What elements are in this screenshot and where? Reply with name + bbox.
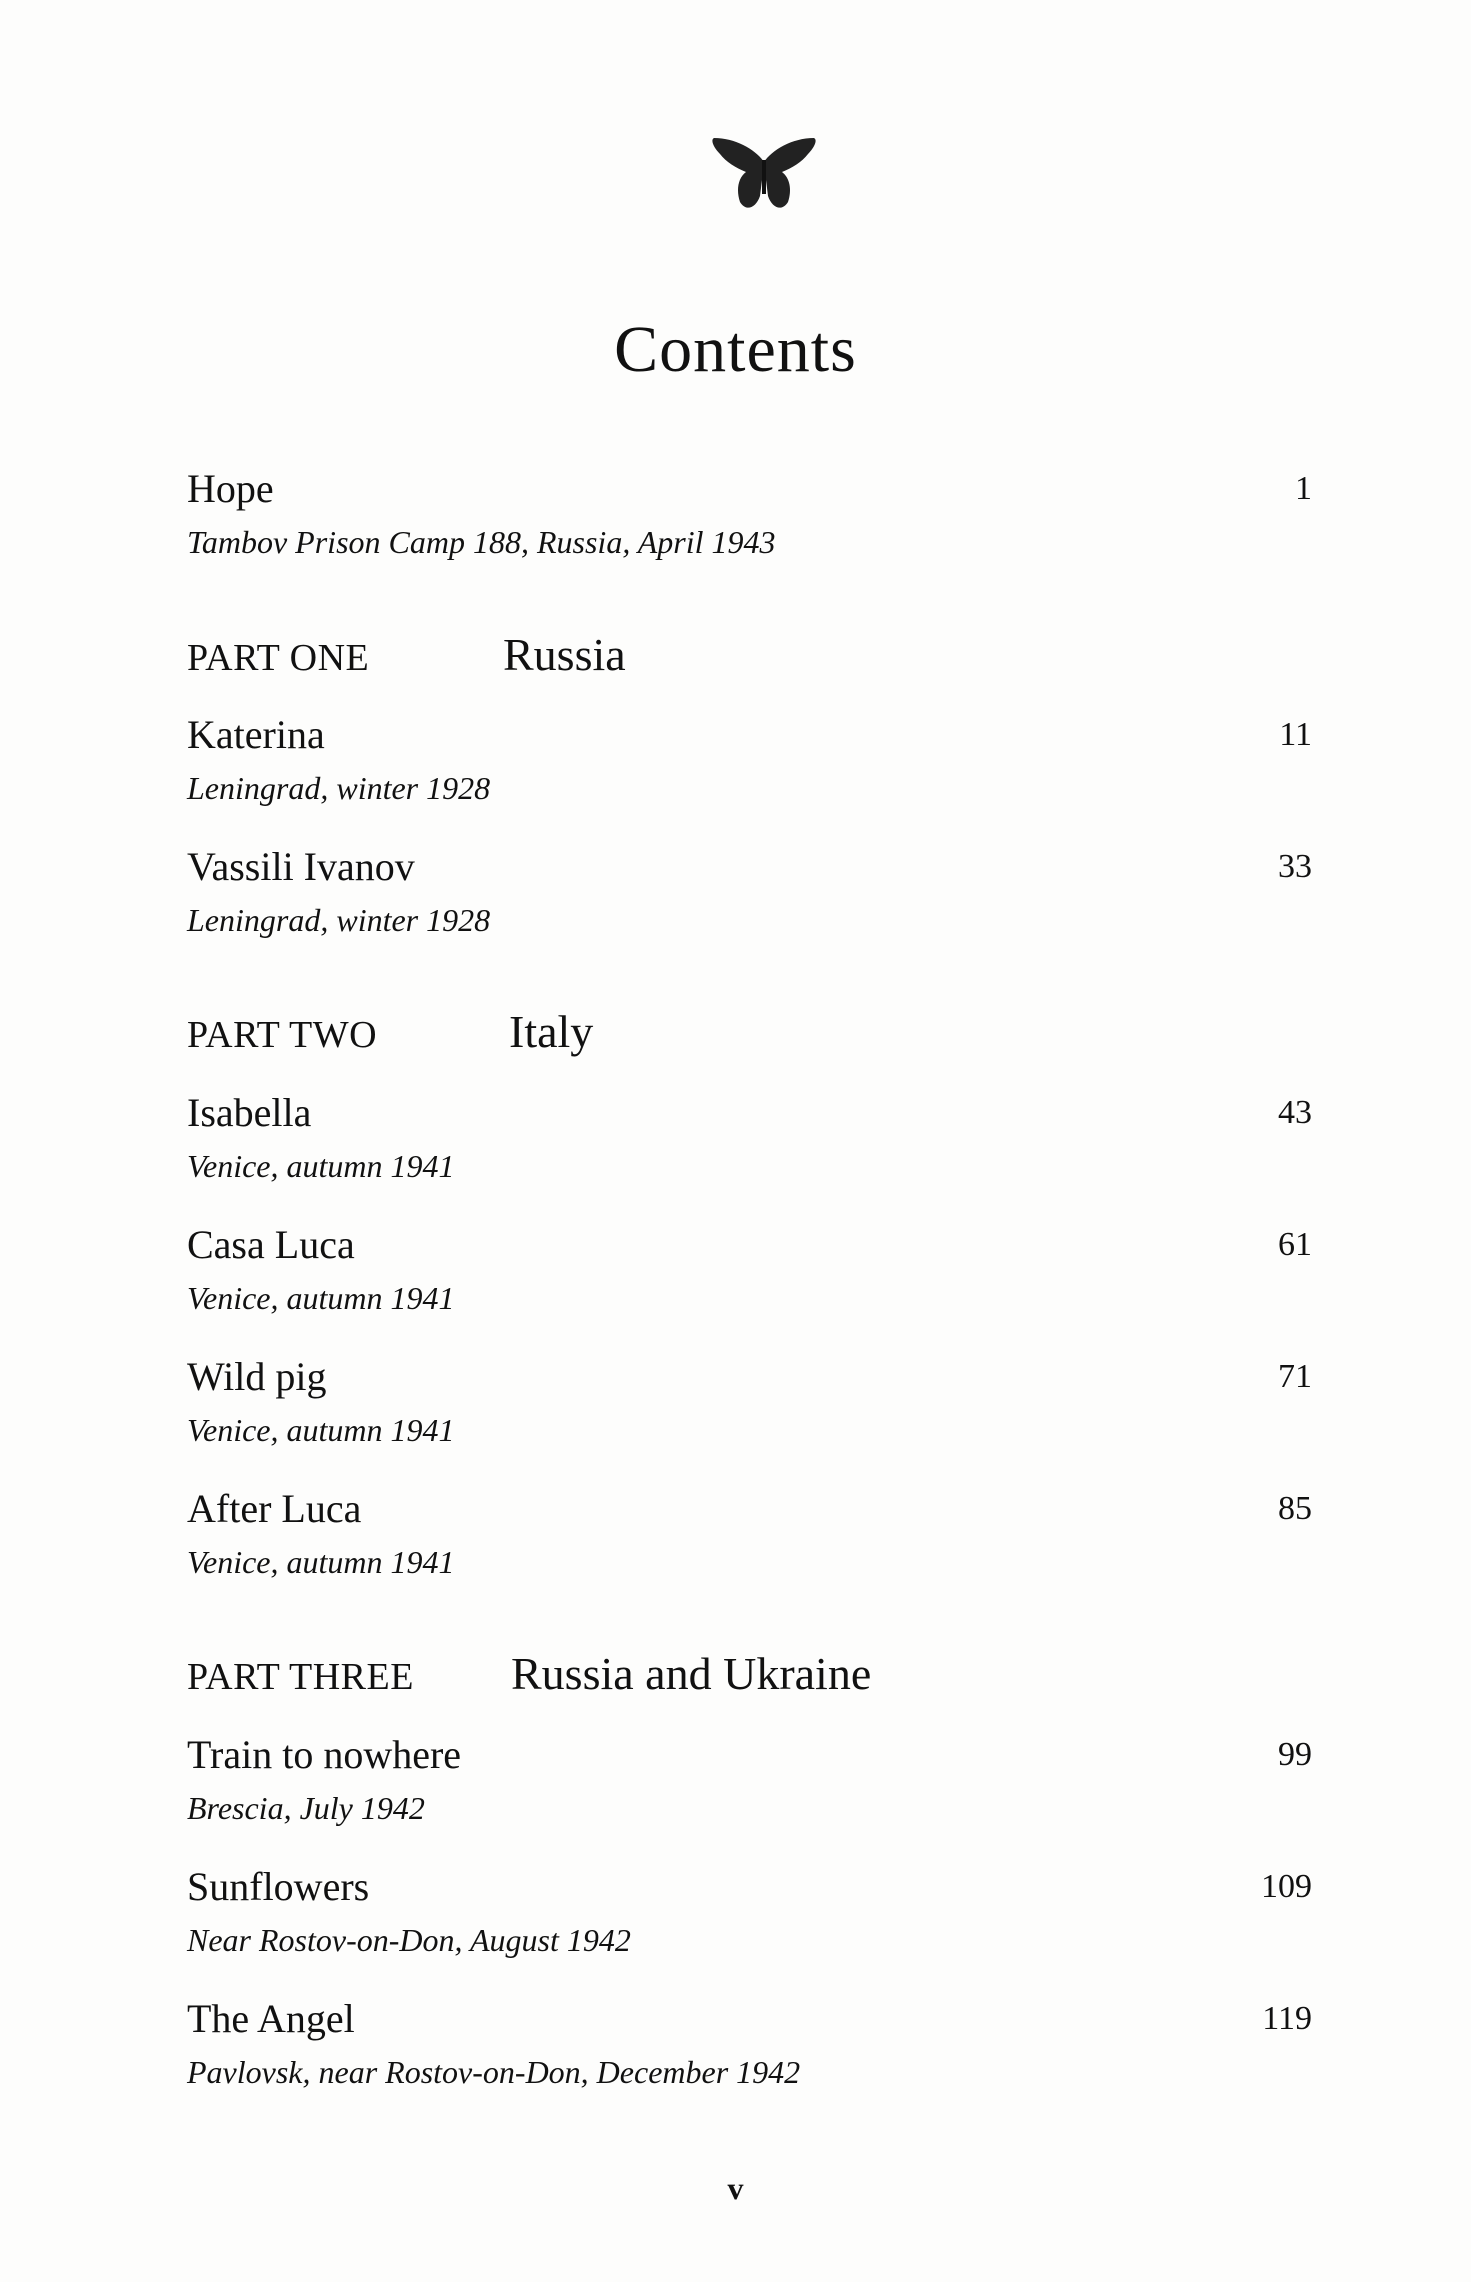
chapter-title: Train to nowhere: [187, 1732, 462, 1777]
toc-entry[interactable]: [187, 1354, 1312, 1450]
page-number: 119: [1262, 2000, 1312, 2037]
page-number: 99: [1278, 1736, 1312, 1773]
toc-entry[interactable]: [187, 1864, 1312, 1960]
toc-entry[interactable]: [187, 1090, 1312, 1186]
page-number: 11: [1279, 716, 1312, 753]
chapter-title: Vassili Ivanov: [187, 844, 415, 889]
chapter-title: Katerina: [187, 712, 325, 757]
chapter-subtitle: Near Rostov-on-Don, August 1942: [187, 1922, 631, 1958]
part-label: PART TWO: [187, 1014, 378, 1056]
chapter-subtitle: Venice, autumn 1941: [187, 1280, 455, 1316]
chapter-subtitle: Venice, autumn 1941: [187, 1544, 455, 1580]
chapter-title: After Luca: [187, 1486, 362, 1531]
part-title: Italy: [509, 1006, 594, 1057]
page-folio: v: [727, 2170, 744, 2206]
chapter-title: Hope: [187, 466, 274, 511]
part-heading: [187, 1006, 594, 1057]
page-number: 109: [1261, 1868, 1312, 1905]
chapter-subtitle: Leningrad, winter 1928: [187, 902, 491, 938]
chapter-title: The Angel: [187, 1996, 355, 2041]
page-number: 85: [1278, 1490, 1312, 1527]
chapter-subtitle: Brescia, July 1942: [187, 1790, 425, 1826]
toc-entry[interactable]: [187, 1486, 1312, 1582]
toc-entry[interactable]: [187, 1732, 1312, 1828]
chapter-subtitle: Venice, autumn 1941: [187, 1148, 455, 1184]
chapter-title: Isabella: [187, 1090, 312, 1135]
butterfly-icon: [706, 132, 822, 214]
toc-entry[interactable]: [187, 712, 1312, 808]
page-number: 61: [1278, 1226, 1312, 1263]
chapter-title: Casa Luca: [187, 1222, 355, 1267]
page-number: 33: [1278, 848, 1312, 885]
chapter-subtitle: Pavlovsk, near Rostov-on-Don, December 1942: [187, 2054, 801, 2090]
chapter-subtitle: Leningrad, winter 1928: [187, 770, 491, 806]
chapter-subtitle: Tambov Prison Camp 188, Russia, April 1943: [187, 524, 776, 560]
page-number: 1: [1295, 470, 1312, 507]
part-heading: [187, 1648, 872, 1699]
toc-entry[interactable]: [187, 844, 1312, 940]
part-heading: [187, 629, 626, 680]
part-title: Russia and Ukraine: [511, 1648, 872, 1699]
page-number: 43: [1278, 1094, 1312, 1131]
part-label: PART ONE: [187, 637, 370, 679]
chapter-title: Wild pig: [187, 1354, 327, 1399]
chapter-subtitle: Venice, autumn 1941: [187, 1412, 455, 1448]
toc-entry-hope[interactable]: [187, 466, 1312, 562]
part-title: Russia: [503, 629, 626, 680]
toc-entry[interactable]: [187, 1996, 1312, 2092]
toc-entry[interactable]: [187, 1222, 1312, 1318]
part-label: PART THREE: [187, 1656, 414, 1698]
page-number: 71: [1278, 1358, 1312, 1395]
chapter-title: Sunflowers: [187, 1864, 370, 1909]
page-title: Contents: [614, 313, 857, 386]
